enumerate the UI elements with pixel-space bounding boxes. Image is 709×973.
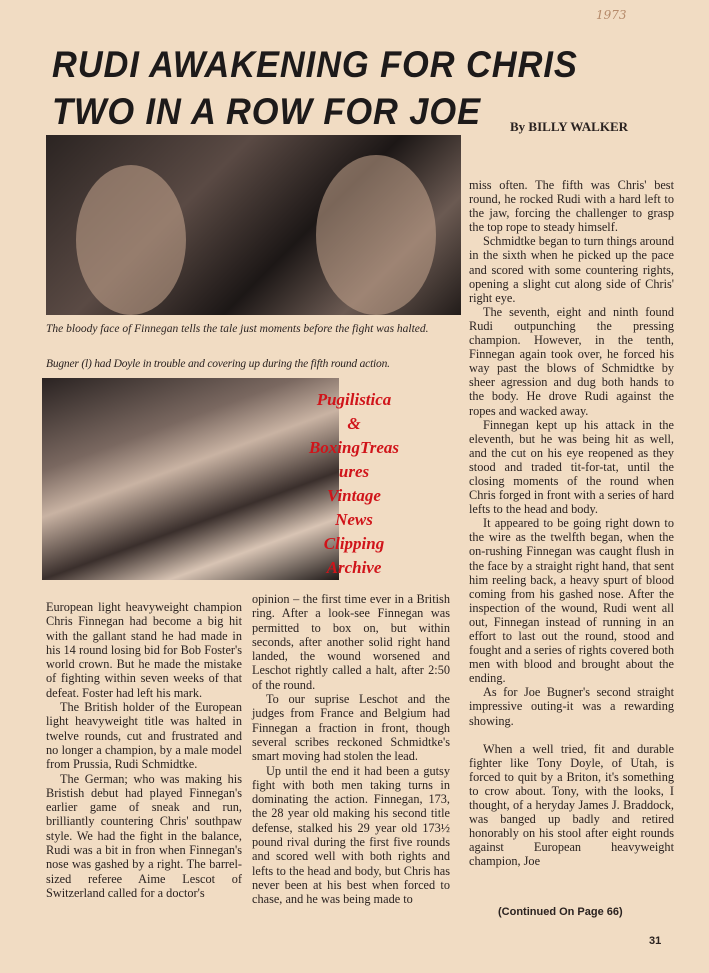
headline-line-2: TWO IN A ROW FOR JOE [52,91,481,132]
watermark-line: & [347,414,361,433]
paragraph: It appeared to be going right down to the wire as the twelfth began, when the on-rushing Finnegan was caught flush in the face by a straight right hand, that sent him reeling back, a heavy spurt of blood coming from his gashed nose. After the inspection of the wound, Rudi went all out, Finnegan instead of running in an effort to last out the round, stood and fought and a series of rights covered both men with blood and brought about the ending. [469,516,674,686]
watermark-line: ures [338,462,370,481]
paragraph: As for Joe Bugner's second straight impressive outing-it was a rewarding showing. [469,685,674,728]
continued-note: (Continued On Page 66) [498,906,623,918]
watermark-line: News [335,510,373,529]
watermark [290,388,418,580]
photo2-caption: Bugner (l) had Doyle in trouble and covering up during the fifth round action. [46,358,390,370]
paragraph: Up until the end it had been a gutsy fight with both men taking turns in dominating the action. Finnegan, 173, the 28 year old making his second title defense, stalked his 29 year old 173½ pound rival during the first five rounds and scored well with both rights and lefts to the head and body, but Chris has never been at his best when forced to chase, and he was being made to [252,763,450,907]
paragraph: To our suprise Leschot and the judges from France and Belgium had Finnegan a fraction in front, though several scribes reckoned Schmidtke's smart moving had stolen the lead. [252,692,450,764]
watermark-line: Pugilistica [316,390,392,409]
fighter-figure-right [316,155,436,315]
byline: By BILLY WALKER [510,119,629,134]
watermark-line: BoxingTreas [308,438,400,457]
paragraph: The seventh, eight and ninth found Rudi outpunching the pressing champion. However, in the tenth, Finnegan again took over, he forced his way past the blows of Schmidtke by sheer agression and dug both hands to the body. He drove Rudi against the ropes and wacked away. [469,304,674,418]
paragraph: European light heavyweight champion Chris Finnegan had become a big hit with the gallant stand he had made in his 14 round losing bid for Bob Foster's world crown. But he made the mistake of fighting within seven weeks of that defeat. Foster had left his mark. [46,600,242,700]
paragraph: miss often. The fifth was Chris' best round, he rocked Rudi with a hard left to the jaw, forcing the challenger to grasp the top rope to steady himself. [469,178,674,235]
page-number: 31 [649,935,662,947]
watermark-line: Clipping [323,534,385,553]
paragraph: The German; who was making his Bristish debut had played Finnegan's earlier game of sneak and run, brilliantly countering Chris' southpaw style. We had the fight in the balance, Rudi was a bit in fron when Finnegan's nose was gashed by a right. The barrel-sized referee Aime Lescot of Switzerland called for a doctor's [46,771,242,900]
watermark-line: Archive [326,558,382,577]
photo1-caption: The bloody face of Finnegan tells the tale just moments before the fight was halted. [46,323,429,335]
paragraph: Schmidtke began to turn things around in the sixth when he picked up the pace and scored with some countering rights, opening a slight cut along side of Chris' right eye. [469,234,674,305]
article-column-3 [469,178,674,869]
headline-line-1: RUDI AWAKENING FOR CHRIS [52,44,578,85]
handwritten-year: 1973 [596,8,627,22]
paragraph: opinion – the first time ever in a British ring. After a look-see Finnegan was permitted to box on, but within seconds, after another solid right hand landed, the wound worsened and Leschot rightly called a halt, after 2:50 of the round. [252,592,450,692]
watermark-line: Vintage [327,486,381,505]
paragraph: Finnegan kept up his attack in the eleventh, but he was being hit as well, and the cut on his eye reopened as they stood and traded tit-for-tat, until the closing moments of the round when Chris forged in front with a series of hard lefts to the head and body. [469,417,674,517]
article-column-1 [46,600,242,900]
fighter-figure-left [76,165,186,315]
paragraph: When a well tried, fit and durable fighter like Tony Doyle, of Utah, is forced to quit by a Briton, it's something to crow about. Tony, with the looks, I thought, of a heryday James J. Braddock, was banged up badly and retired honorably on his stool after eight rounds against European heavyweight champion, Joe [469,741,674,869]
paragraph: The British holder of the European light heavyweight title was halted in twelve rounds, cut and frustrated and no longer a champion, by a male model from Prussia, Rudi Schmidtke. [46,700,242,772]
photo-finnegan-schmidtke [46,135,461,315]
article-column-2 [252,592,450,907]
